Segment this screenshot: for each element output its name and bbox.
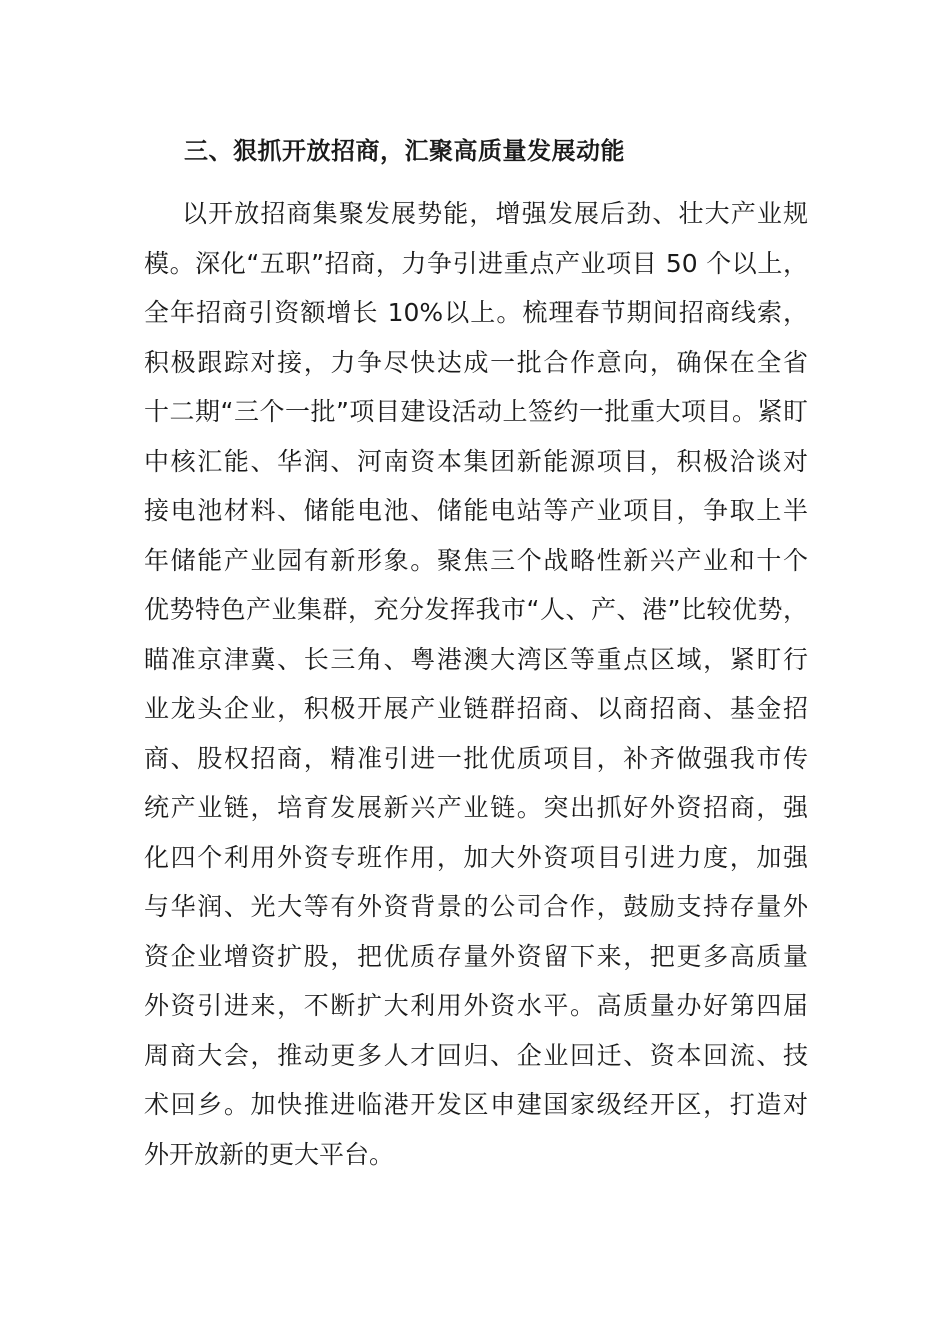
paragraph-line: 以开放招商集聚发展势能，增强发展后劲、壮大产业规 bbox=[182, 199, 808, 228]
paragraph-line: 周商大会，推动更多人才回归、企业回迁、资本回流、技 bbox=[144, 1040, 808, 1070]
paragraph-line: 与华润、光大等有外资背景的公司合作，鼓励支持存量外 bbox=[144, 892, 808, 921]
paragraph-line: 统产业链，培育发展新兴产业链。突出抓好外资招商，强 bbox=[144, 793, 808, 822]
paragraph-line: 术回乡。加快推进临港开发区申建国家级经开区，打造对 bbox=[144, 1090, 808, 1119]
paragraph-line: 年储能产业园有新形象。聚焦三个战略性新兴产业和十个 bbox=[144, 545, 808, 575]
section-heading: 三、狠抓开放招商，汇聚高质量发展动能 bbox=[184, 137, 625, 165]
paragraph-line: 中核汇能、华润、河南资本集团新能源项目，积极洽谈对 bbox=[144, 446, 808, 476]
paragraph-line: 外资引进来，不断扩大利用外资水平。高质量办好第四届 bbox=[144, 991, 808, 1020]
paragraph-line: 积极跟踪对接，力争尽快达成一批合作意向，确保在全省 bbox=[144, 347, 808, 377]
paragraph-line: 全年招商引资额增长 10%以上。梳理春节期间招商线索， bbox=[144, 298, 808, 327]
paragraph-line: 模。深化“五职”招商，力争引进重点产业项目 50 个以上， bbox=[144, 248, 808, 278]
paragraph-line: 业龙头企业，积极开展产业链群招商、以商招商、基金招 bbox=[144, 694, 808, 723]
paragraph-line: 化四个利用外资专班作用，加大外资项目引进力度，加强 bbox=[144, 842, 808, 872]
paragraph-line: 十二期“三个一批”项目建设活动上签约一批重大项目。紧盯 bbox=[144, 397, 808, 426]
paragraph-line: 外开放新的更大平台。 bbox=[144, 1139, 395, 1169]
paragraph-line: 接电池材料、储能电池、储能电站等产业项目，争取上半 bbox=[144, 496, 808, 525]
paragraph-line: 优势特色产业集群，充分发挥我市“人、产、港”比较优势， bbox=[144, 595, 808, 624]
paragraph-line: 商、股权招商，精准引进一批优质项目，补齐做强我市传 bbox=[144, 743, 808, 773]
paragraph-line: 瞄准京津冀、长三角、粤港澳大湾区等重点区域，紧盯行 bbox=[144, 644, 808, 674]
body-paragraph bbox=[144, 189, 808, 1179]
paragraph-line: 资企业增资扩股，把优质存量外资留下来，把更多高质量 bbox=[144, 941, 808, 971]
